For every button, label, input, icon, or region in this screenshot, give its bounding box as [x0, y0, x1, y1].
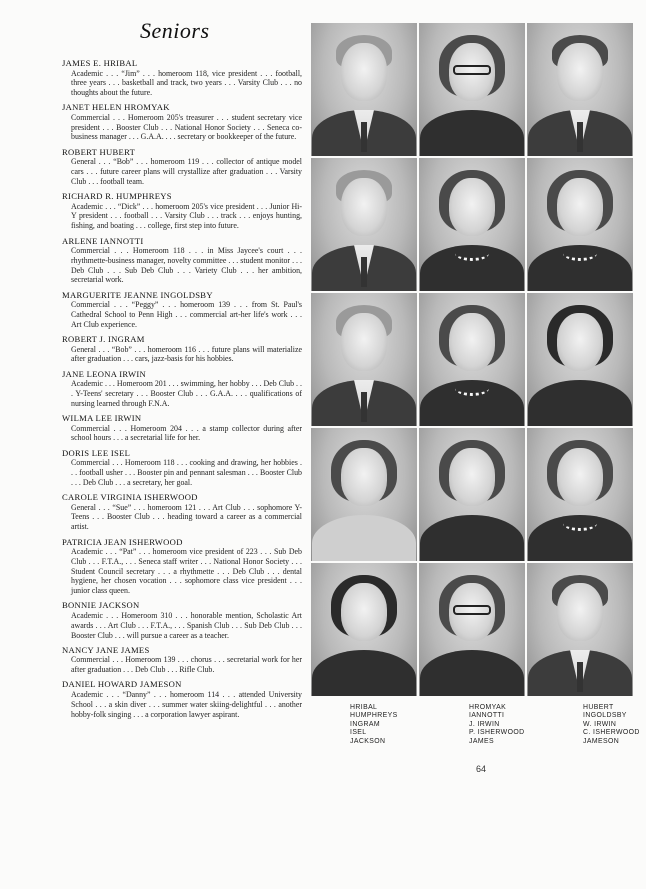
caption-name: HRIBAL: [350, 704, 378, 711]
senior-bio: [62, 600, 302, 640]
senior-activities: General . . . “Bob” . . . homeroom 116 . . . future plans will materialize after graduation . . . cars, jazz-basis for his hobbies.: [71, 344, 302, 364]
senior-activities: Commercial . . . Homeroom 118 . . . in Miss Jaycee's court . . . rhythmette-business manager, novelty committee . . . student monitor . . . Deb Club . . . Sub Deb Club . . . Variety Club . . . her ambition, secretarial work.: [71, 246, 302, 285]
senior-bio: [62, 679, 302, 719]
senior-activities: Academic . . . “Danny” . . . homeroom 114 . . . attended University School . . . a skin diver . . . summer water skiing-delightful . . . another hobby-folk singing . . . a corporation lawyer aspirant.: [71, 689, 302, 719]
caption-name: HUMPHREYS: [350, 712, 398, 720]
senior-bio: [62, 369, 302, 409]
senior-portrait: [310, 427, 418, 562]
senior-name: NANCY JANE JAMES: [62, 644, 150, 655]
senior-portrait: [418, 562, 526, 697]
senior-activities: Commercial . . . Homeroom 204 . . . a stamp collector during after school hours . . . a secretarial life for her.: [71, 423, 302, 443]
senior-bio: [62, 492, 302, 532]
senior-bio: [62, 537, 302, 596]
senior-activities: General . . . “Bob” . . . homeroom 119 . . . collector of antique model cars . . . future career plans will crystallize after graduation . . . Varsity Club . . . football team.: [71, 157, 302, 186]
senior-name: PATRICIA JEAN ISHERWOOD: [62, 536, 183, 547]
senior-portrait: [310, 292, 418, 427]
senior-name: ROBERT J. INGRAM: [62, 334, 145, 345]
senior-activities: General . . . “Sue” . . . homeroom 121 . . . Art Club . . . sophomore Y-Teens . . . Booster Club . . . heading toward a career as a commercial artist.: [71, 502, 302, 532]
senior-bios: [62, 58, 302, 724]
senior-bio: [62, 413, 302, 443]
senior-bio: [62, 102, 302, 142]
caption-name: INGOLDSBY: [583, 712, 627, 720]
caption-name: P. ISHERWOOD: [469, 729, 525, 737]
caption-column-1: [350, 704, 398, 746]
senior-name: ARLENE IANNOTTI: [62, 235, 144, 246]
senior-portrait: [418, 22, 526, 157]
senior-portrait: [526, 292, 634, 427]
senior-activities: Academic . . . “Jim” . . . homeroom 118, vice president . . . football, three years . . . basketball and track, two years . . . Varsity Club . . . no thoughts about the future.: [71, 68, 302, 98]
senior-activities: Academic . . . Homeroom 201 . . . swimming, her hobby . . . Deb Club . . . Y-Teens' secretary . . . Booster Club . . . G.A.A. . . . qualifications of nursing learned through F.N.A.: [71, 379, 302, 408]
senior-name: CAROLE VIRGINIA ISHERWOOD: [62, 492, 198, 503]
senior-name: DANIEL HOWARD JAMESON: [62, 679, 182, 690]
caption-name: J. IRWIN: [469, 720, 500, 728]
page-number: 64: [476, 764, 487, 774]
senior-name: RICHARD R. HUMPHREYS: [62, 191, 172, 202]
senior-name: ROBERT HUBERT: [62, 146, 136, 157]
senior-name: WILMA LEE IRWIN: [62, 413, 142, 424]
senior-name: JAMES E. HRIBAL: [62, 58, 138, 68]
senior-bio: [62, 147, 302, 187]
caption-name: JAMES: [469, 737, 494, 745]
senior-portrait: [418, 427, 526, 562]
senior-name: JANE LEONA IRWIN: [62, 368, 147, 379]
caption-name: HUBERT: [583, 704, 614, 711]
senior-bio: [62, 448, 302, 488]
senior-activities: Academic . . . Homeroom 310 . . . honorable mention, Scholastic Art awards . . . Art Club . . . F.T.A., . . . Spanish Club . . . Sub Deb Club . . . Booster Club . . . will pursue a career as a teacher.: [71, 610, 302, 640]
senior-activities: Academic . . . “Pat” . . . homeroom vice president of 223 . . . Sub Deb Club . . . F.T.A., . . . Seneca staff writer . . . National Honor Society . . . Student Council secretary . . . a rhythmette . . . Deb Club . . . dental hygiene, her chosen vocation . . . sophomore class vice president . . . junior class queen.: [71, 547, 302, 596]
senior-activities: Commercial . . . “Peggy” . . . homeroom 139 . . . from St. Paul's Cathedral School to Penn High . . . commercial art-her life's work . . . Art Club experience.: [71, 300, 302, 329]
senior-activities: Commercial . . . Homeroom 118 . . . cooking and drawing, her hobbies . . . football usher . . . Booster pin and pennant salesman . . . Booster Club . . . Deb Club . . . a secretary, her goal.: [71, 458, 302, 487]
photo-grid: [310, 22, 634, 697]
caption-name: INGRAM: [350, 720, 380, 728]
senior-portrait: [526, 157, 634, 292]
caption-name: JACKSON: [350, 737, 386, 745]
senior-bio: [62, 334, 302, 364]
senior-portrait: [310, 22, 418, 157]
senior-name: MARGUERITE JEANNE INGOLDSBY: [62, 289, 213, 300]
senior-portrait: [526, 427, 634, 562]
caption-name: IANNOTTI: [469, 712, 505, 720]
caption-name: W. IRWIN: [583, 720, 617, 728]
senior-name: DORIS LEE ISEL: [62, 447, 131, 458]
senior-portrait: [310, 562, 418, 697]
caption-column-2: [469, 704, 524, 746]
senior-bio: [62, 645, 302, 675]
senior-name: BONNIE JACKSON: [62, 600, 140, 611]
senior-portrait: [310, 157, 418, 292]
senior-activities: Academic . . . “Dick” . . . homeroom 205's vice president . . . Junior Hi-Y president . . . football . . . Varsity Club . . . track . . . enjoys hunting, fishing, and boating . . . college, first step into future.: [71, 201, 302, 231]
senior-bio: [62, 58, 302, 98]
senior-portrait: [418, 157, 526, 292]
caption-column-3: [583, 704, 640, 746]
caption-name: C. ISHERWOOD: [583, 729, 640, 737]
caption-name: ISEL: [350, 729, 367, 737]
section-title: Seniors: [140, 18, 210, 43]
senior-activities: Commercial . . . Homeroom 139 . . . chorus . . . secretarial work for her after graduation . . . Deb Club . . . Rifle Club.: [71, 655, 302, 675]
senior-portrait: [526, 562, 634, 697]
senior-bio: [62, 236, 302, 286]
senior-portrait: [526, 22, 634, 157]
senior-portrait: [418, 292, 526, 427]
senior-activities: Commercial . . . Homeroom 205's treasurer . . . student secretary vice president . . . Booster Club . . . National Honor Society . . . Seneca co-business manager . . . G.A.A. . . . secretary or bookkeeper of the future.: [71, 112, 302, 142]
senior-bio: [62, 191, 302, 231]
senior-bio: [62, 290, 302, 330]
caption-name: JAMESON: [583, 737, 620, 745]
senior-name: JANET HELEN HROMYAK: [62, 102, 170, 113]
caption-name: HROMYAK: [469, 704, 507, 711]
